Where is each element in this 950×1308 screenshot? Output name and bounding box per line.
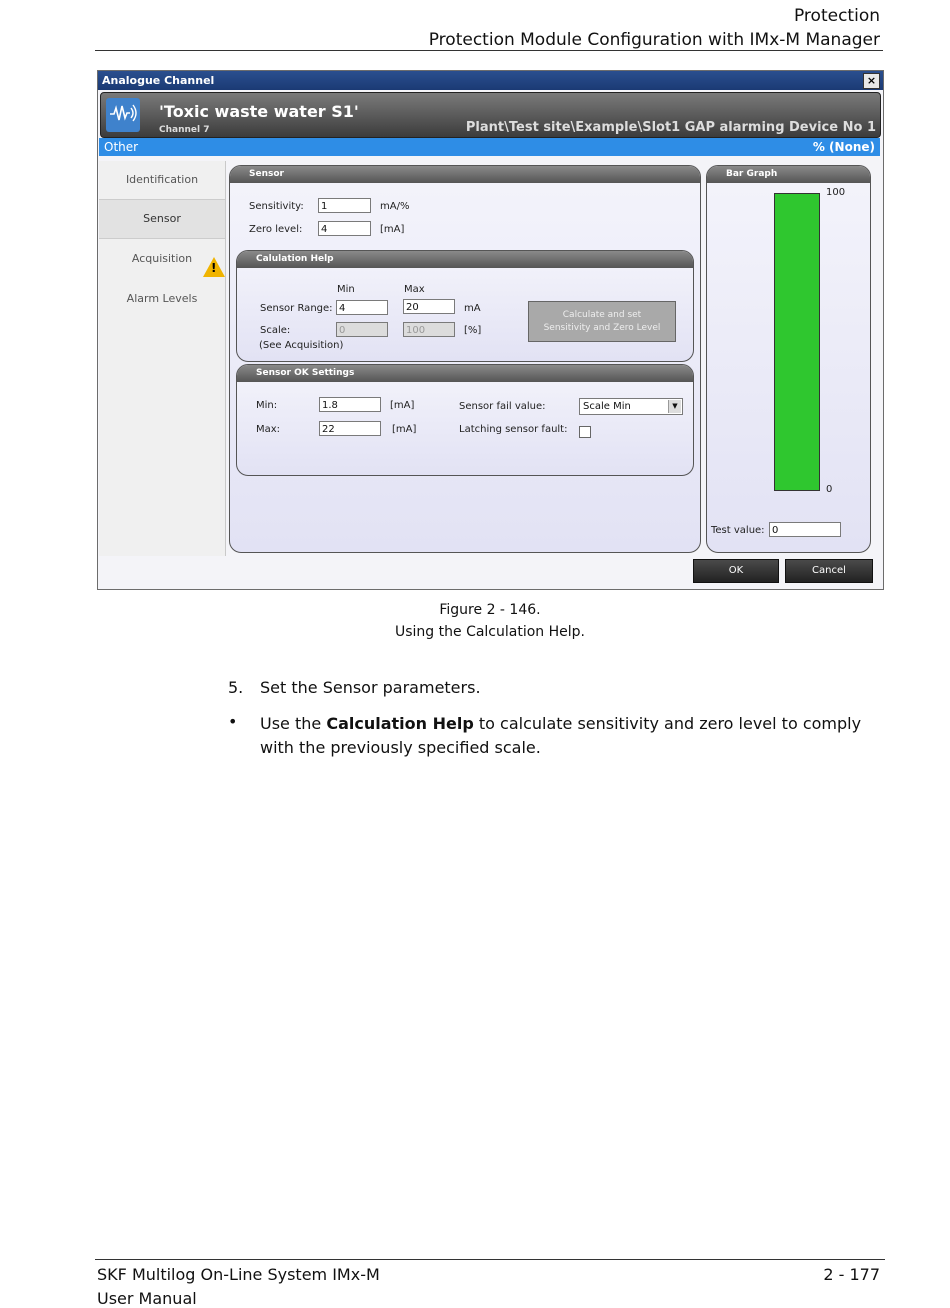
- chevron-down-icon[interactable]: ▼: [668, 400, 681, 413]
- bullet-post: to calculate sensitivity and zero level to comply with the previously specified scale.: [260, 714, 862, 757]
- dialog-title: Analogue Channel: [102, 74, 215, 87]
- category-bar: [99, 138, 880, 156]
- ok-max-label: Max:: [256, 424, 281, 435]
- bar-graph-track: [774, 193, 820, 491]
- latching-fault-checkbox[interactable]: [579, 426, 591, 438]
- sensor-ok-settings-title: Sensor OK Settings: [237, 365, 693, 382]
- step-5: [228, 678, 481, 697]
- bar-graph-max-label: 100: [826, 187, 846, 198]
- bar-graph-panel: [706, 165, 871, 553]
- scale-min-input: 0: [336, 322, 388, 337]
- ok-min-label: Min:: [256, 400, 278, 411]
- zero-level-label: Zero level:: [249, 224, 303, 235]
- channel-banner: [100, 92, 881, 138]
- header-rule: [95, 50, 883, 51]
- bar-graph-min-label: 0: [826, 484, 833, 495]
- bullet-text: [260, 712, 880, 760]
- sensor-panel: [229, 165, 701, 553]
- header-chapter: Protection Module Configuration with IMx-M Manager: [428, 30, 880, 50]
- range-max-header: Max: [404, 284, 425, 295]
- ok-min-input[interactable]: 1.8: [319, 397, 381, 412]
- scale-unit: [%]: [464, 325, 482, 336]
- scale-label: Scale:: [260, 325, 291, 336]
- sensor-fail-label: Sensor fail value:: [459, 401, 546, 412]
- calculate-button-line1: Calculate and set: [562, 310, 642, 320]
- channel-number: Channel 7: [159, 125, 210, 135]
- bullet-glyph: •: [228, 712, 238, 731]
- sensor-signal-icon: [106, 98, 140, 132]
- sensor-range-max-input[interactable]: 20: [403, 299, 455, 314]
- sensitivity-label: Sensitivity:: [249, 201, 304, 212]
- sidebar-item-identification[interactable]: Identification: [125, 173, 199, 186]
- bullet-bold: Calculation Help: [326, 714, 474, 733]
- sensor-fail-select[interactable]: [579, 398, 683, 415]
- sensitivity-unit: mA/%: [380, 201, 410, 212]
- sensor-panel-title: Sensor: [230, 166, 700, 183]
- bullet-pre: Use the: [260, 714, 327, 733]
- category-label: Other: [104, 140, 139, 154]
- unit-label: % (None): [812, 140, 875, 154]
- sensor-range-unit: mA: [464, 303, 481, 314]
- test-value-input[interactable]: 0: [769, 522, 841, 537]
- analogue-channel-dialog: [97, 70, 884, 590]
- footer-doc: User Manual: [97, 1289, 197, 1308]
- test-value-label: Test value:: [711, 525, 765, 536]
- sensor-signal-icon-svg: [108, 98, 138, 128]
- ok-min-unit: [mA]: [390, 400, 415, 411]
- scale-max-input: 100: [403, 322, 455, 337]
- dialog-titlebar: [98, 71, 883, 90]
- footer-rule: [95, 1259, 885, 1260]
- bar-graph-title: Bar Graph: [707, 166, 870, 183]
- calculate-button-line2: Sensitivity and Zero Level: [543, 323, 661, 333]
- sensor-range-min-input[interactable]: 4: [336, 300, 388, 315]
- sidebar-item-alarm-levels[interactable]: Alarm Levels: [126, 292, 198, 305]
- channel-path: Plant\Test site\Example\Slot1 GAP alarming Device No 1: [465, 120, 876, 135]
- sensitivity-input[interactable]: 1: [318, 198, 371, 213]
- footer-page-number: 2 - 177: [823, 1265, 880, 1284]
- calculation-help-title: Calulation Help: [237, 251, 693, 268]
- ok-button[interactable]: OK: [693, 559, 779, 583]
- range-min-header: Min: [337, 284, 355, 295]
- warning-mark: !: [211, 261, 217, 275]
- footer-product: SKF Multilog On-Line System IMx-M: [97, 1265, 380, 1284]
- figure-number: Figure 2 - 146.: [439, 602, 541, 618]
- sidebar-nav: [99, 161, 226, 556]
- ok-max-unit: [mA]: [392, 424, 417, 435]
- calculation-help-panel: [236, 250, 694, 362]
- header-section: Protection: [793, 6, 880, 26]
- see-acquisition-note: (See Acquisition): [259, 340, 344, 351]
- sensor-fail-value: Scale Min: [583, 401, 631, 412]
- cancel-button[interactable]: Cancel: [785, 559, 873, 583]
- calculate-and-set-button[interactable]: [528, 301, 676, 342]
- ok-max-input[interactable]: 22: [319, 421, 381, 436]
- channel-name: 'Toxic waste water S1': [159, 102, 359, 121]
- zero-level-unit: [mA]: [380, 224, 405, 235]
- bar-graph-fill: [775, 194, 819, 490]
- step-text: Set the Sensor parameters.: [260, 678, 481, 697]
- close-icon[interactable]: ×: [863, 73, 880, 89]
- sidebar-item-acquisition[interactable]: Acquisition: [131, 252, 193, 265]
- sensor-range-label: Sensor Range:: [260, 303, 333, 314]
- sensor-ok-settings-panel: [236, 364, 694, 476]
- latching-fault-label: Latching sensor fault:: [459, 424, 568, 435]
- sidebar-item-sensor[interactable]: Sensor: [99, 199, 225, 239]
- figure-caption: Using the Calculation Help.: [395, 624, 585, 640]
- zero-level-input[interactable]: 4: [318, 221, 371, 236]
- step-number: 5.: [228, 678, 244, 697]
